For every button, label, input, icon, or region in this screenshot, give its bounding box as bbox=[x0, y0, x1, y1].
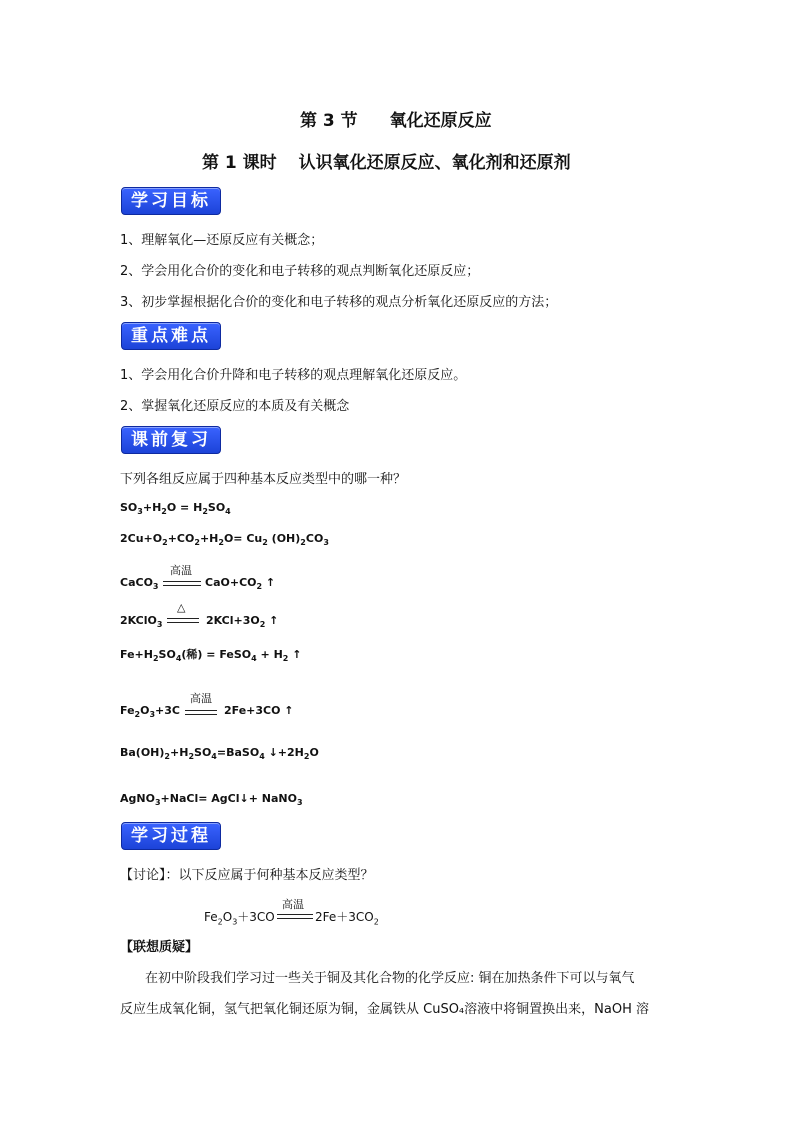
equals-sign bbox=[277, 914, 313, 919]
lesson-number: 第 1 课时 bbox=[202, 153, 277, 173]
equals-sign bbox=[185, 710, 217, 715]
equals-sign bbox=[167, 618, 199, 623]
badge-learning-goals: 学习目标 bbox=[121, 187, 221, 215]
section-number: 第 3 节 bbox=[300, 111, 358, 131]
section-heading bbox=[300, 106, 492, 131]
badge-review: 课前复习 bbox=[121, 426, 221, 454]
equation-2: $2Cu+O_2+CO_2+H_2O= Cu_2$ $(OH)_2CO_3$ bbox=[120, 532, 329, 548]
goal-item-2: 2、学会用化合价的变化和电子转移的观点判断氧化还原反应； bbox=[120, 264, 480, 279]
equals-sign bbox=[163, 581, 201, 586]
key-point-1: 1、学会用化合价升降和电子转移的观点理解氧化还原反应。 bbox=[120, 368, 467, 383]
equation-7: $Ba(OH)_2+H_2SO_4=BaSO_4$ $↓+2H_2O$ bbox=[120, 746, 319, 762]
lesson-title: 认识氧化还原反应、氧化剂和还原剂 bbox=[298, 153, 571, 173]
badge-key-points: 重点难点 bbox=[121, 322, 221, 350]
equation-4-left: 2KClO$_3$ bbox=[120, 614, 163, 630]
equation-6-left: $Fe_2O_3+3C$ bbox=[120, 704, 180, 720]
key-point-2: 2、掌握氧化还原反应的本质及有关概念 bbox=[120, 399, 350, 414]
goal-item-1: 1、理解氧化—还原反应有关概念； bbox=[120, 233, 324, 248]
review-question: 下列各组反应属于四种基本反应类型中的哪一种？ bbox=[120, 472, 407, 487]
discussion-prompt: 【讨论】：以下反应属于何种基本反应类型？ bbox=[120, 868, 374, 883]
section-title: 氧化还原反应 bbox=[389, 111, 492, 131]
paragraph-line-1: 在初中阶段我们学习过一些关于铜及其化合物的化学反应: 铜在加热条件下可以与氧气 bbox=[145, 971, 635, 986]
equation-6-right: 2Fe+3CO ↑ bbox=[224, 704, 294, 717]
badge-learning-process: 学习过程 bbox=[121, 822, 221, 850]
equation-4-right: $2KCl+3O_2$ ↑ bbox=[206, 614, 279, 630]
equation-1: $SO_3+H_2O = H_2SO_4$ bbox=[120, 501, 231, 517]
lesson-heading bbox=[202, 148, 571, 173]
condition-heat: △ bbox=[177, 601, 186, 614]
equation-5: $Fe+H_2SO_4$(稀) = FeSO$_4$ + $H_2$ ↑ bbox=[120, 648, 302, 664]
equation-3-left: CaCO$_3$ bbox=[120, 576, 159, 592]
condition-high-temp: 高温 bbox=[282, 898, 304, 911]
condition-high-temp: 高温 bbox=[170, 564, 192, 577]
discussion-equation-right: $2Fe+3CO_2$ bbox=[315, 910, 379, 927]
equation-3-right: $CaO+CO_2$ ↑ bbox=[205, 576, 276, 592]
equation-8: AgNO$_3$+NaCl= AgCl↓+ NaNO$_3$ bbox=[120, 792, 303, 808]
discussion-equation-left: $Fe_2O_3+3CO$ bbox=[204, 910, 275, 927]
goal-item-3: 3、初步掌握根据化合价的变化和电子转移的观点分析氧化还原反应的方法； bbox=[120, 295, 558, 310]
condition-high-temp: 高温 bbox=[190, 692, 212, 705]
association-heading: 【联想质疑】 bbox=[120, 940, 199, 955]
paragraph-line-2: 反应生成氧化铜，氢气把氧化铜还原为铜，金属铁从 CuSO₄溶液中将铜置换出来，NaOH 溶 bbox=[120, 1002, 649, 1017]
